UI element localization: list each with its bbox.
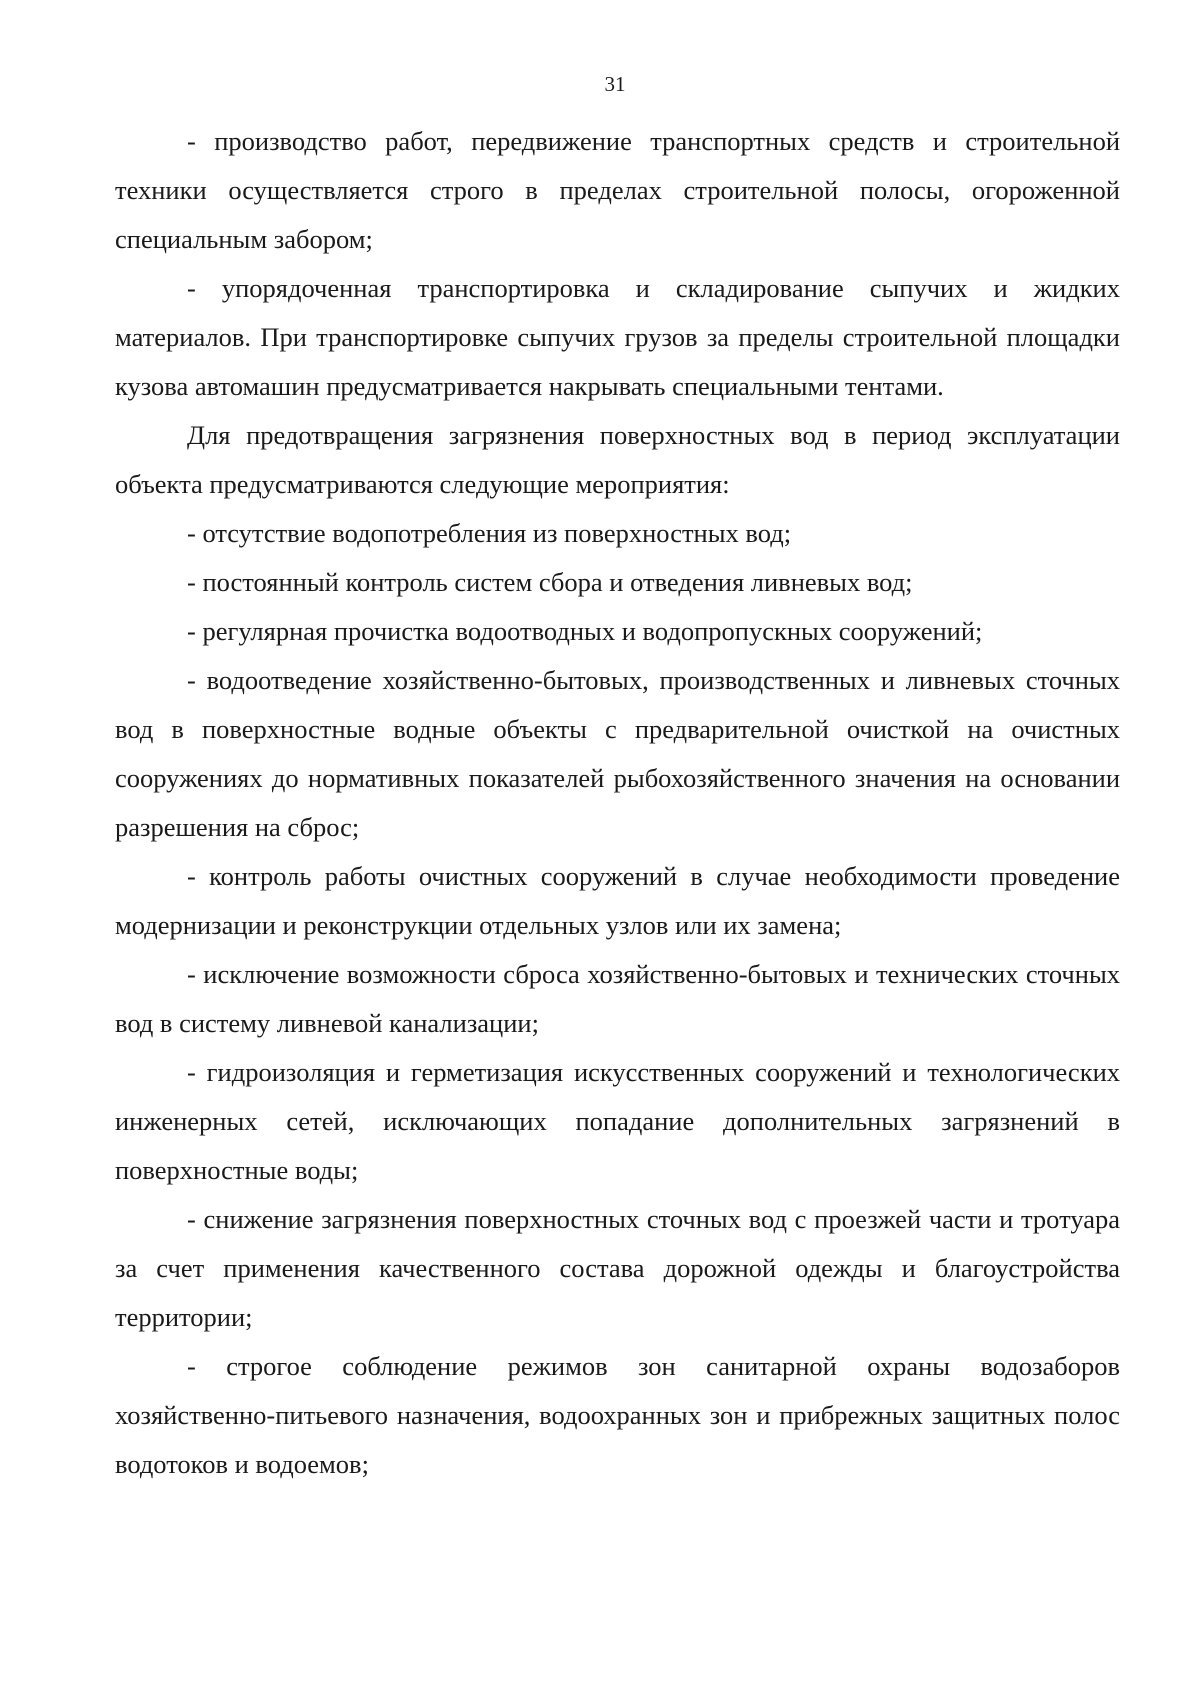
list-item-waterproofing: - гидроизоляция и герметизация искусственных сооружений и технологических инженерных сетей, исключающих попадание дополнительных загрязнений в поверхностные воды; bbox=[115, 1057, 1120, 1185]
document-body bbox=[115, 117, 1120, 1489]
list-item-drainage-control: - постоянный контроль систем сбора и отведения ливневых вод; bbox=[187, 567, 913, 597]
list-item-treatment-control: - контроль работы очистных сооружений в случае необходимости проведение модернизации и реконструкции отдельных узлов или их замена; bbox=[115, 861, 1120, 940]
paragraph-bulk-transport: - упорядоченная транспортировка и складирование сыпучих и жидких материалов. При транспортировке сыпучих грузов за пределы строительной площадки кузова автомашин предусматривается накрывать специальными тентами. bbox=[115, 273, 1120, 401]
list-item-wastewater-discharge: - водоотведение хозяйственно-бытовых, производственных и ливневых сточных вод в поверхностные водные объекты с предварительной очисткой на очистных сооружениях до нормативных показателей рыбохозяйственного значения на основании разрешения на сброс; bbox=[115, 665, 1120, 842]
list-item-regular-cleaning: - регулярная прочистка водоотводных и водопропускных сооружений; bbox=[187, 616, 983, 646]
list-item-discharge-exclusion: - исключение возможности сброса хозяйственно-бытовых и технических сточных вод в систему ливневой канализации; bbox=[115, 959, 1120, 1038]
page-number: 31 bbox=[604, 72, 626, 96]
list-item-protection-zones: - строгое соблюдение режимов зон санитарной охраны водозаборов хозяйственно-питьевого назначения, водоохранных зон и прибрежных защитных полос водотоков и водоемов; bbox=[115, 1351, 1120, 1479]
paragraph-work-restrictions: - производство работ, передвижение транспортных средств и строительной техники осуществляется строго в пределах строительной полосы, огороженной специальным забором; bbox=[115, 126, 1120, 254]
list-item-no-water-intake: - отсутствие водопотребления из поверхностных вод; bbox=[187, 518, 792, 548]
paragraph-operation-measures-intro: Для предотвращения загрязнения поверхностных вод в период эксплуатации объекта предусматриваются следующие мероприятия: bbox=[115, 420, 1120, 499]
list-item-road-runoff: - снижение загрязнения поверхностных сточных вод с проезжей части и тротуара за счет применения качественного состава дорожной одежды и благоустройства территории; bbox=[115, 1204, 1120, 1332]
